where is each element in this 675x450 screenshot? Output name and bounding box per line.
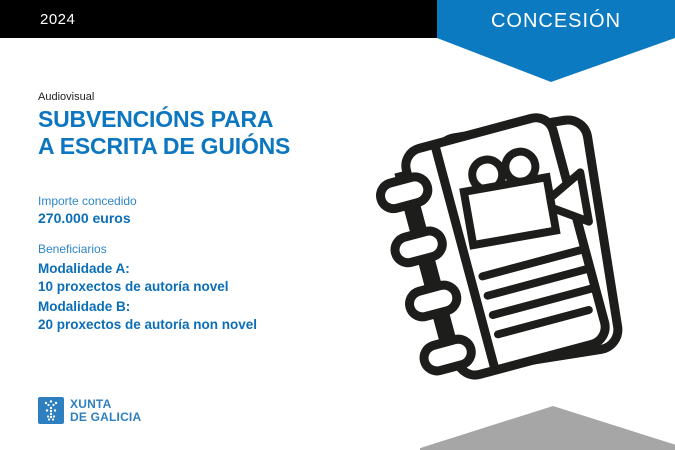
modality-b-name: Modalidade B: bbox=[38, 299, 131, 314]
logo-wordmark bbox=[70, 398, 141, 424]
beneficiaries-label: Beneficiarios bbox=[38, 242, 107, 256]
concession-ribbon bbox=[437, 0, 675, 82]
title-line-1: SUBVENCIÓNS PARA bbox=[38, 106, 274, 132]
logo-line-1: XUNTA bbox=[70, 397, 112, 411]
modality-a-detail: 10 proxectos de autoría novel bbox=[38, 279, 229, 294]
xunta-emblem-icon bbox=[38, 397, 64, 424]
modality-b-block bbox=[38, 298, 257, 334]
page-title bbox=[38, 106, 378, 160]
bottom-chevron-shape bbox=[420, 406, 675, 450]
category-label: Audiovisual bbox=[38, 91, 95, 103]
amount-value: 270.000 euros bbox=[38, 210, 131, 226]
title-line-2: A ESCRITA DE GUIÓNS bbox=[38, 133, 291, 159]
top-bar bbox=[0, 0, 437, 38]
ribbon-label: CONCESIÓN bbox=[490, 9, 622, 32]
year-label: 2024 bbox=[40, 10, 76, 28]
notebook-video-camera-icon bbox=[370, 90, 648, 390]
modality-a-block bbox=[38, 260, 229, 296]
modality-b-detail: 20 proxectos de autoría non novel bbox=[38, 317, 258, 332]
xunta-de-galicia-logo bbox=[38, 397, 141, 424]
amount-label: Importe concedido bbox=[38, 194, 137, 208]
logo-line-2: DE GALICIA bbox=[70, 410, 142, 424]
modality-a-name: Modalidade A: bbox=[38, 261, 130, 276]
